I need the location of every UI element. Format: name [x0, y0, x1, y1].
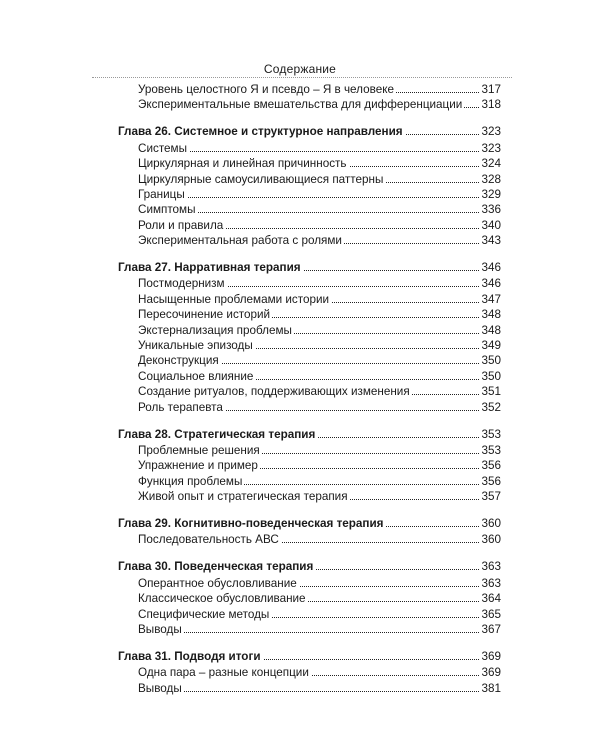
page-number: 356	[481, 474, 501, 488]
page-number: 329	[481, 187, 501, 201]
page-number: 328	[481, 172, 501, 186]
entry-title: Симптомы	[138, 203, 196, 217]
chapter-name: Когнитивно-поведенческая терапия	[174, 517, 384, 530]
page-number: 348	[481, 308, 501, 322]
page-number: 353	[481, 427, 501, 441]
page-number: 343	[481, 234, 501, 248]
entry-title: Создание ритуалов, поддерживающих изменения	[138, 385, 410, 399]
chapter-title	[118, 517, 386, 531]
chapter-number: Глава 30.	[118, 560, 171, 574]
toc-entry[interactable]	[138, 592, 501, 606]
toc-entry[interactable]	[138, 173, 501, 187]
toc-entry[interactable]	[138, 459, 501, 473]
toc-chapter-entry[interactable]	[118, 517, 501, 531]
page-header: Содержание	[263, 62, 337, 76]
toc-entry[interactable]	[138, 142, 501, 156]
toc-entry[interactable]	[138, 533, 501, 547]
page-number: 365	[481, 607, 501, 621]
entry-title: Живой опыт и стратегическая терапия	[138, 490, 348, 504]
entry-title: Социальное влияние	[138, 369, 254, 383]
entry-title: Уровень целостного Я и псевдо – Я в человеке	[138, 83, 394, 96]
chapter-number: Глава 31.	[118, 649, 171, 663]
page-number: 323	[481, 125, 501, 139]
page-number: 347	[481, 292, 501, 306]
chapter-number: Глава 29.	[118, 517, 171, 530]
entry-title: Пересочинение историй	[138, 308, 271, 322]
page-number: 363	[481, 560, 501, 574]
chapter-title	[118, 261, 303, 275]
toc-entry[interactable]	[138, 370, 501, 384]
entry-title: Одна пара – разные концепции	[138, 666, 309, 680]
page-number: 364	[481, 592, 501, 606]
entry-title: Системы	[138, 141, 187, 155]
toc-entry[interactable]	[138, 277, 501, 291]
entry-title: Оперантное обусловливание	[138, 576, 297, 590]
toc-chapter-entry[interactable]	[118, 125, 501, 139]
toc-entry[interactable]	[138, 490, 501, 504]
toc-entry[interactable]	[138, 324, 501, 338]
page-number: 351	[481, 385, 501, 399]
chapter-title	[118, 125, 405, 139]
page-number: 336	[481, 203, 501, 217]
page-number: 381	[481, 681, 501, 695]
entry-title: Уникальные эпизоды	[138, 339, 253, 352]
entry-title: Насыщенные проблемами истории	[138, 292, 330, 306]
page-number: 367	[481, 622, 501, 636]
page-number: 363	[481, 576, 501, 590]
leader-dots	[138, 197, 501, 198]
entry-title: Упражнение и пример	[138, 459, 258, 473]
entry-title: Циркулярная и линейная причинность	[138, 157, 347, 171]
toc-entry[interactable]	[138, 219, 501, 233]
toc-entry[interactable]	[138, 98, 501, 112]
entry-title: Границы	[138, 187, 185, 201]
chapter-name: Поведенческая терапия	[174, 560, 314, 574]
page-number: 340	[481, 218, 501, 232]
entry-title: Специфические методы	[138, 607, 270, 621]
chapter-title	[118, 428, 317, 442]
page-number: 346	[481, 277, 501, 291]
page-number: 369	[481, 649, 501, 663]
entry-title: Выводы	[138, 681, 182, 695]
toc-chapter-entry[interactable]	[118, 261, 501, 275]
toc-entry[interactable]	[138, 308, 501, 322]
leader-dots	[138, 691, 501, 692]
chapter-name: Подводя итоги	[174, 649, 261, 663]
entry-title: Роль терапевта	[138, 400, 223, 414]
chapter-name: Системное и структурное направления	[174, 125, 403, 139]
chapter-number: Глава 26.	[118, 125, 171, 139]
toc-entry[interactable]	[138, 339, 501, 353]
toc-entry[interactable]	[138, 385, 501, 399]
toc-entry[interactable]	[138, 666, 501, 680]
page-number: 350	[481, 369, 501, 383]
toc-entry[interactable]	[138, 293, 501, 307]
entry-title: Классическое обусловливание	[138, 592, 306, 606]
page-number: 346	[481, 261, 501, 274]
header-divider	[92, 77, 512, 78]
page-number: 350	[481, 354, 501, 368]
page-number: 317	[481, 83, 501, 96]
page-number: 356	[481, 459, 501, 473]
leader-dots	[138, 632, 501, 633]
page-number: 357	[481, 490, 501, 504]
toc-entry[interactable]	[138, 157, 501, 171]
chapter-title	[118, 650, 263, 664]
page-number: 352	[481, 400, 501, 414]
page-number: 360	[481, 533, 501, 547]
toc-entry[interactable]	[138, 401, 501, 415]
chapter-number: Глава 28.	[118, 427, 171, 441]
toc-entry[interactable]	[138, 188, 501, 202]
toc-entry[interactable]	[138, 475, 501, 489]
entry-title: Циркулярные самоусиливающиеся паттерны	[138, 172, 384, 186]
entry-title: Экспериментальная работа с ролями	[138, 234, 342, 248]
toc-entry[interactable]	[138, 608, 501, 622]
entry-title: Деконструкция	[138, 354, 219, 368]
toc-entry[interactable]	[138, 83, 501, 97]
toc-entry[interactable]	[138, 577, 501, 591]
page-number: 369	[481, 666, 501, 680]
entry-title: Выводы	[138, 622, 182, 636]
toc-chapter-entry[interactable]	[118, 650, 501, 664]
entry-title: Экспериментальные вмешательства для дифференциации	[138, 98, 463, 112]
chapter-title	[118, 560, 315, 574]
page-number: 324	[481, 157, 501, 171]
entry-title: Последовательность АВС	[138, 533, 279, 547]
chapter-name: Нарративная терапия	[174, 261, 301, 274]
toc-chapter-entry[interactable]	[118, 428, 501, 442]
page-number: 349	[481, 339, 501, 352]
page-number: 348	[481, 323, 501, 337]
toc-entry[interactable]	[138, 682, 501, 696]
page-number: 323	[481, 141, 501, 155]
toc-chapter-entry[interactable]	[118, 560, 501, 574]
toc-entry[interactable]	[138, 444, 501, 458]
page-number: 353	[481, 443, 501, 457]
toc-entry[interactable]	[138, 623, 501, 637]
entry-title: Проблемные решения	[138, 443, 260, 457]
page-number: 318	[481, 98, 501, 112]
chapter-name: Стратегическая терапия	[174, 427, 316, 441]
leader-dots	[138, 151, 501, 152]
page-number: 360	[481, 517, 501, 530]
toc-entry[interactable]	[138, 203, 501, 217]
toc-entry[interactable]	[138, 354, 501, 368]
entry-title: Постмодернизм	[138, 277, 225, 291]
entry-title: Экстернализация проблемы	[138, 323, 292, 337]
chapter-number: Глава 27.	[118, 261, 171, 274]
entry-title: Функция проблемы	[138, 474, 243, 488]
entry-title: Роли и правила	[138, 218, 224, 232]
toc-entry[interactable]	[138, 234, 501, 248]
